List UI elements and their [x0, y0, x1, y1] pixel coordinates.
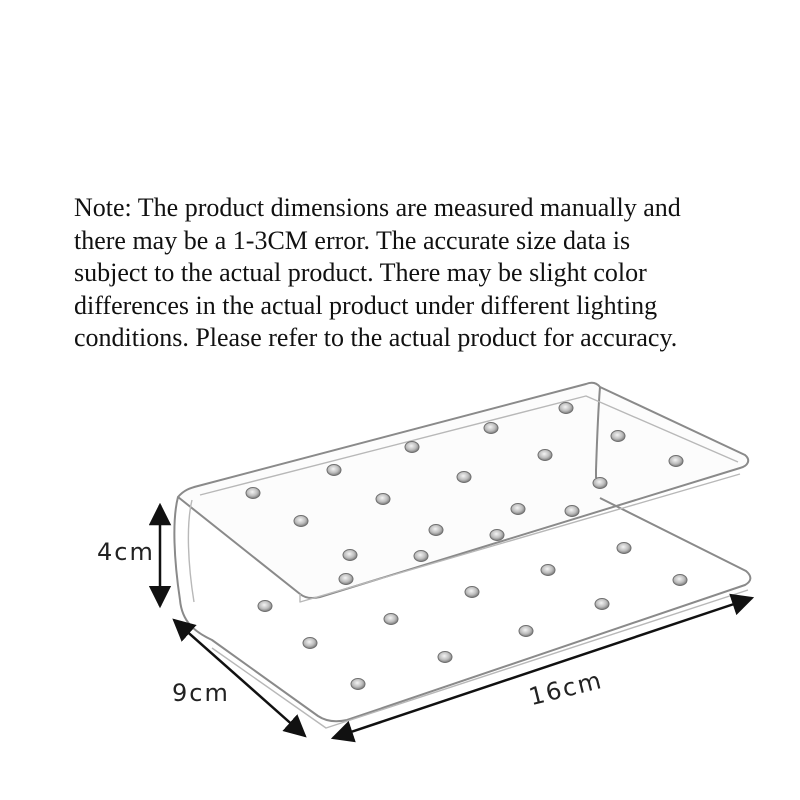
- vent-hole: [327, 465, 341, 476]
- vent-hole: [429, 525, 443, 536]
- vent-hole: [673, 575, 687, 586]
- depth-arrow: [174, 620, 305, 736]
- vent-hole: [519, 626, 533, 637]
- vent-hole: [351, 679, 365, 690]
- vent-hole: [405, 442, 419, 453]
- vent-hole: [490, 530, 504, 541]
- top-surface: [178, 383, 748, 598]
- front-wall: [174, 497, 180, 600]
- vent-hole: [384, 614, 398, 625]
- vent-hole: [511, 504, 525, 515]
- vent-hole: [414, 551, 428, 562]
- vent-hole: [343, 550, 357, 561]
- vent-hole: [465, 587, 479, 598]
- vent-hole: [593, 478, 607, 489]
- width-label: 16cm: [526, 665, 606, 712]
- vent-hole: [559, 403, 573, 414]
- depth-label: 9cm: [172, 679, 230, 707]
- vent-hole: [669, 456, 683, 467]
- vent-hole: [376, 494, 390, 505]
- vent-hole: [339, 574, 353, 585]
- vent-hole: [595, 599, 609, 610]
- vent-hole: [617, 543, 631, 554]
- vent-hole: [294, 516, 308, 527]
- vent-hole: [438, 652, 452, 663]
- vent-hole: [538, 450, 552, 461]
- vent-hole: [484, 423, 498, 434]
- front-wall-inner: [188, 500, 194, 602]
- vent-hole: [457, 472, 471, 483]
- vent-hole: [541, 565, 555, 576]
- vent-hole: [611, 431, 625, 442]
- vent-hole: [246, 488, 260, 499]
- vent-hole: [303, 638, 317, 649]
- vent-hole: [258, 601, 272, 612]
- shelf-body: [174, 383, 750, 728]
- vent-hole: [565, 506, 579, 517]
- height-label: 4cm: [97, 538, 155, 566]
- disclaimer-note: Note: The product dimensions are measured manually and there may be a 1-3CM error. The accurate size data is subject to the actual product. There may be slight color differences in the actual product under different lighting conditions. Please refer to the actual product for accuracy.: [74, 193, 681, 352]
